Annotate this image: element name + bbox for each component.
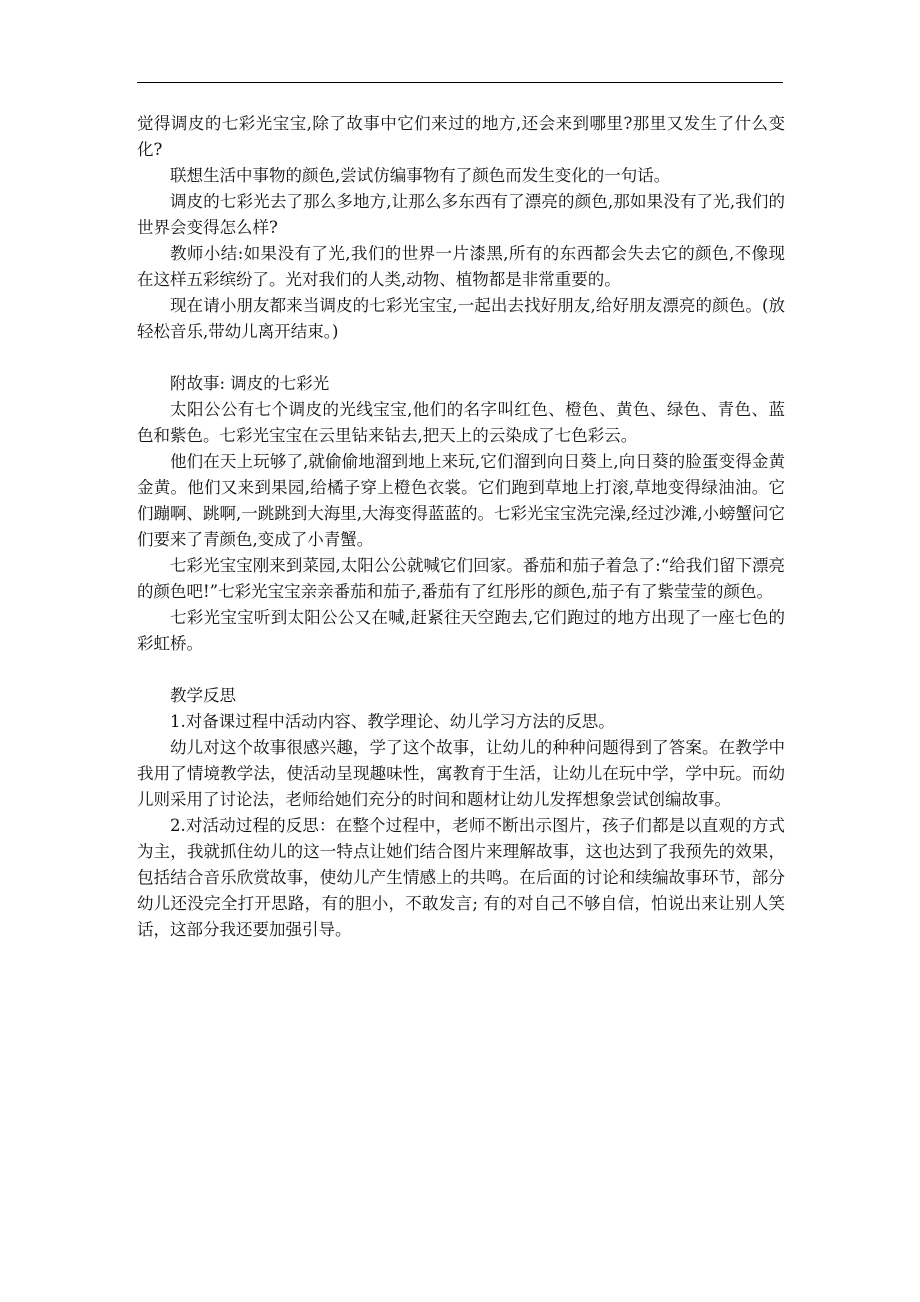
document-body [137, 111, 785, 943]
story-paragraph: 七彩光宝宝刚来到菜园,太阳公公就喊它们回家。番茄和茄子着急了:“给我们留下漂亮的颜色吧!”七彩光宝宝亲亲番茄和茄子,番茄有了红彤彤的颜色,茄子有了紫莹莹的颜色。 [137, 556, 785, 601]
paragraph: 教师小结:如果没有了光,我们的世界一片漆黑,所有的东西都会失去它的颜色,不像现在这样五彩缤纷了。光对我们的人类,动物、植物都是非常重要的。 [137, 244, 785, 289]
paragraph: 觉得调皮的七彩光宝宝,除了故事中它们来过的地方,还会来到哪里?那里又发生了什么变化? [137, 114, 785, 159]
reflection-paragraph: 2.对活动过程的反思：在整个过程中，老师不断出示图片，孩子们都是以直观的方式为主，我就抓住幼儿的这一特点让她们结合图片来理解故事，这也达到了我预先的效果，包括结合音乐欣赏故事，使幼儿产生情感上的共鸣。在后面的讨论和续编故事环节，部分幼儿还没完全打开思路，有的胆小，不敢发言; 有的对自己不够自信，怕说出来让别人笑话，这部分我还要加强引导。 [137, 816, 785, 939]
paragraph: 联想生活中事物的颜色,尝试仿编事物有了颜色而发生变化的一句话。 [170, 166, 671, 185]
story-heading: 附故事: 调皮的七彩光 [170, 374, 330, 393]
story-paragraph: 太阳公公有七个调皮的光线宝宝,他们的名字叫红色、橙色、黄色、绿色、青色、蓝色和紫色。七彩光宝宝在云里钻来钻去,把天上的云染成了七色彩云。 [137, 400, 785, 445]
reflection-heading: 教学反思 [170, 686, 236, 705]
spacer [137, 345, 785, 371]
story-paragraph: 他们在天上玩够了,就偷偷地溜到地上来玩,它们溜到向日葵上,向日葵的脸蛋变得金黄金黄。他们又来到果园,给橘子穿上橙色衣裳。它们跑到草地上打滚,草地变得绿油油。它们蹦啊、跳啊,一跳跳到大海里,大海变得蓝蓝的。七彩光宝宝洗完澡,经过沙滩,小螃蟹问它们要来了青颜色,变成了小青蟹。 [137, 452, 785, 549]
reflection-paragraph: 1.对备课过程中活动内容、教学理论、幼儿学习方法的反思。 [170, 712, 615, 731]
reflection-paragraph: 幼儿对这个故事很感兴趣，学了这个故事，让幼儿的种种问题得到了答案。在教学中我用了情境教学法，使活动呈现趣味性，寓教育于生活，让幼儿在玩中学，学中玩。而幼儿则采用了讨论法，老师给她们充分的时间和题材让幼儿发挥想象尝试创编故事。 [137, 738, 785, 809]
paragraph: 调皮的七彩光去了那么多地方,让那么多东西有了漂亮的颜色,那如果没有了光,我们的世界会变得怎么样? [137, 192, 785, 237]
story-paragraph: 七彩光宝宝听到太阳公公又在喊,赶紧往天空跑去,它们跑过的地方出现了一座七色的彩虹桥。 [137, 608, 785, 653]
header-rule [137, 82, 783, 83]
paragraph: 现在请小朋友都来当调皮的七彩光宝宝,一起出去找好朋友,给好朋友漂亮的颜色。(放轻松音乐,带幼儿离开结束。) [137, 296, 785, 341]
spacer [137, 657, 785, 683]
